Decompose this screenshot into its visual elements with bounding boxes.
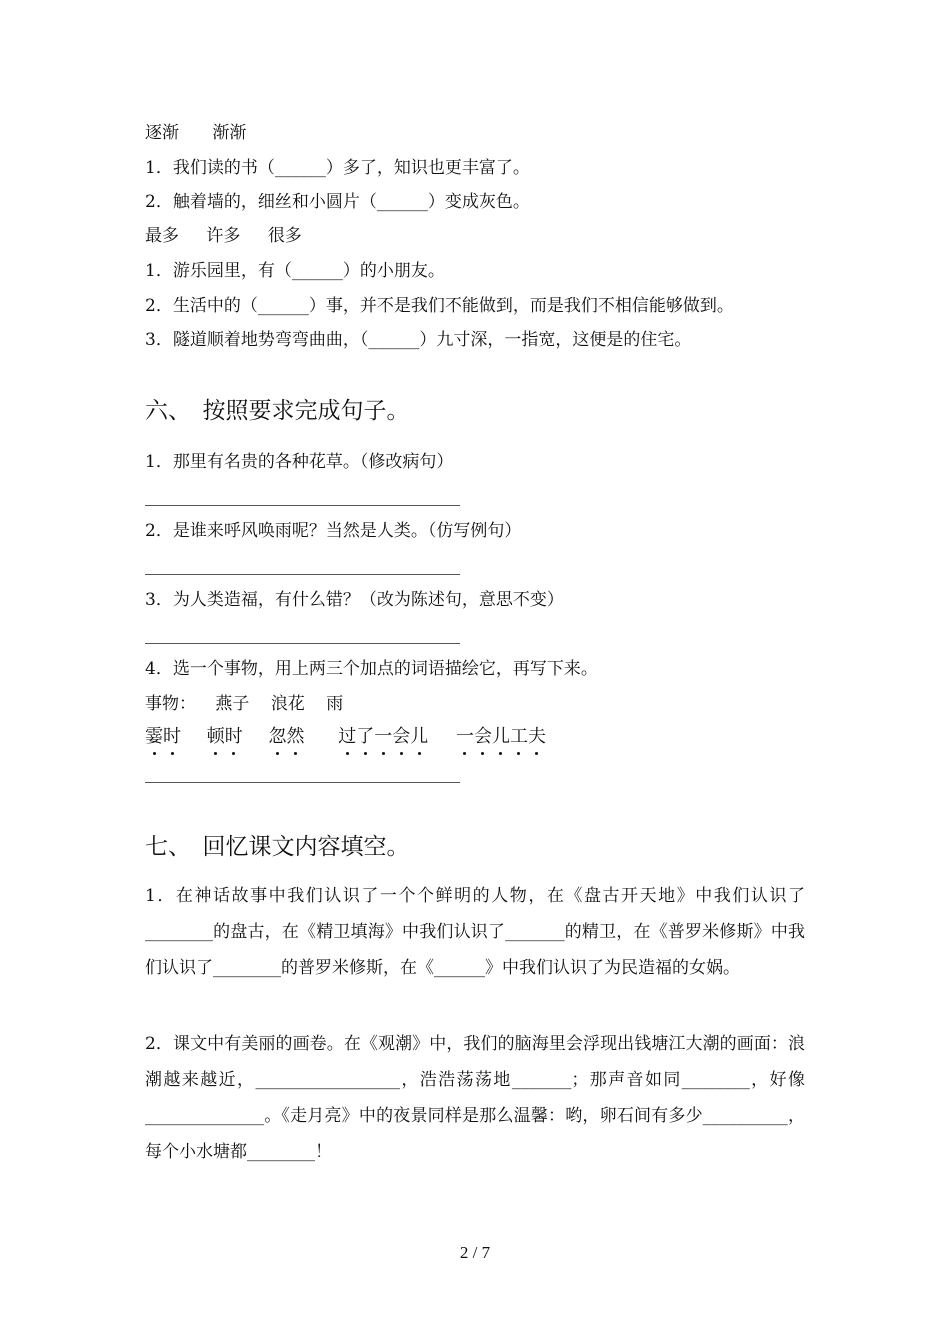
word-option: 渐渐: [212, 123, 247, 143]
question-item: 1．我们读的书（______）多了，知识也更丰富了。: [145, 158, 530, 178]
question-item: 1．那里有名贵的各种花草。（修改病句）: [145, 452, 454, 472]
answer-line: [145, 574, 460, 575]
dotted-char: 会: [473, 726, 492, 747]
word-options-2: [145, 228, 302, 245]
question-item: 3．为人类造福，有什么错？（改为陈述句，意思不变）: [145, 590, 564, 610]
word-options-1: [145, 125, 246, 142]
dotted-word: [456, 728, 546, 746]
dotted-char: 时: [163, 726, 181, 747]
dotted-char: 了: [356, 726, 375, 747]
page-number: 2 / 7: [459, 1243, 491, 1262]
answer-line: [145, 643, 460, 644]
thing-option: 雨: [326, 694, 344, 714]
word-option: 许多: [206, 226, 241, 246]
dotted-word: [268, 728, 304, 746]
dotted-char: 工: [509, 726, 528, 747]
dotted-char: 夫: [527, 726, 546, 747]
fill-in-paragraph-2: 2．课文中有美丽的画卷。在《观潮》中，我们的脑海里会浮现出钱塘江大潮的画面：浪潮越来越近，_________________，浩浩荡荡地_______；那声音如同________，好像______________。《走月亮》中的夜景同样是那么温馨：哟，卵石间有多少__________，每个小水塘都________！: [145, 1034, 805, 1162]
thing-option: 浪花: [270, 694, 305, 714]
dotted-char: 儿: [491, 726, 510, 747]
word-option: 很多: [267, 226, 302, 246]
question-item: 3．隧道顺着地势弯弯曲曲，（______）九寸深，一指宽，这便是的住宅。: [145, 330, 692, 350]
dotted-char: 儿: [410, 726, 429, 747]
dotted-words-row: [145, 728, 546, 746]
things-label: 事物：: [145, 694, 196, 714]
dotted-char: 霎: [145, 726, 163, 747]
question-item: 1．游乐园里，有（______）的小朋友。: [145, 261, 445, 281]
answer-line: [145, 505, 460, 506]
fill-in-paragraph-1: 1．在神话故事中我们认识了一个个鲜明的人物，在《盘古开天地》中我们认识了________的盘古，在《精卫填海》中我们认识了_______的精卫，在《普罗米修斯》中我们认识了________的普罗米修斯，在《______》中我们认识了为民造福的女娲。: [145, 886, 805, 978]
things-row: [145, 696, 343, 713]
dotted-char: 时: [224, 726, 243, 747]
thing-option: 燕子: [215, 694, 250, 714]
word-option: 最多: [145, 226, 179, 246]
question-item: 2．触着墙的，细丝和小圆片（______）变成灰色。: [145, 192, 530, 212]
dotted-word: [207, 728, 243, 746]
question-item: 2．生活中的（______）事，并不是我们不能做到，而是我们不相信能够做到。: [145, 296, 734, 316]
dotted-char: 一: [374, 726, 393, 747]
section-heading-6: 六、 按照要求完成句子。: [145, 398, 410, 424]
section-heading-7: 七、 回忆课文内容填空。: [145, 834, 410, 860]
dotted-char: 然: [286, 726, 305, 747]
dotted-char: 一: [455, 726, 474, 747]
dotted-word: [145, 728, 181, 746]
dotted-char: 过: [338, 726, 357, 747]
question-item: 2．是谁来呼风唤雨呢？当然是人类。（仿写例句）: [145, 521, 522, 541]
dotted-char: 忽: [268, 726, 287, 747]
answer-line: [145, 782, 460, 783]
dotted-char: 会: [392, 726, 411, 747]
word-option: 逐渐: [145, 123, 179, 143]
dotted-char: 顿: [206, 726, 225, 747]
question-item: 4．选一个事物，用上两三个加点的词语描绘它，再写下来。: [145, 659, 598, 679]
dotted-word: [338, 728, 428, 746]
